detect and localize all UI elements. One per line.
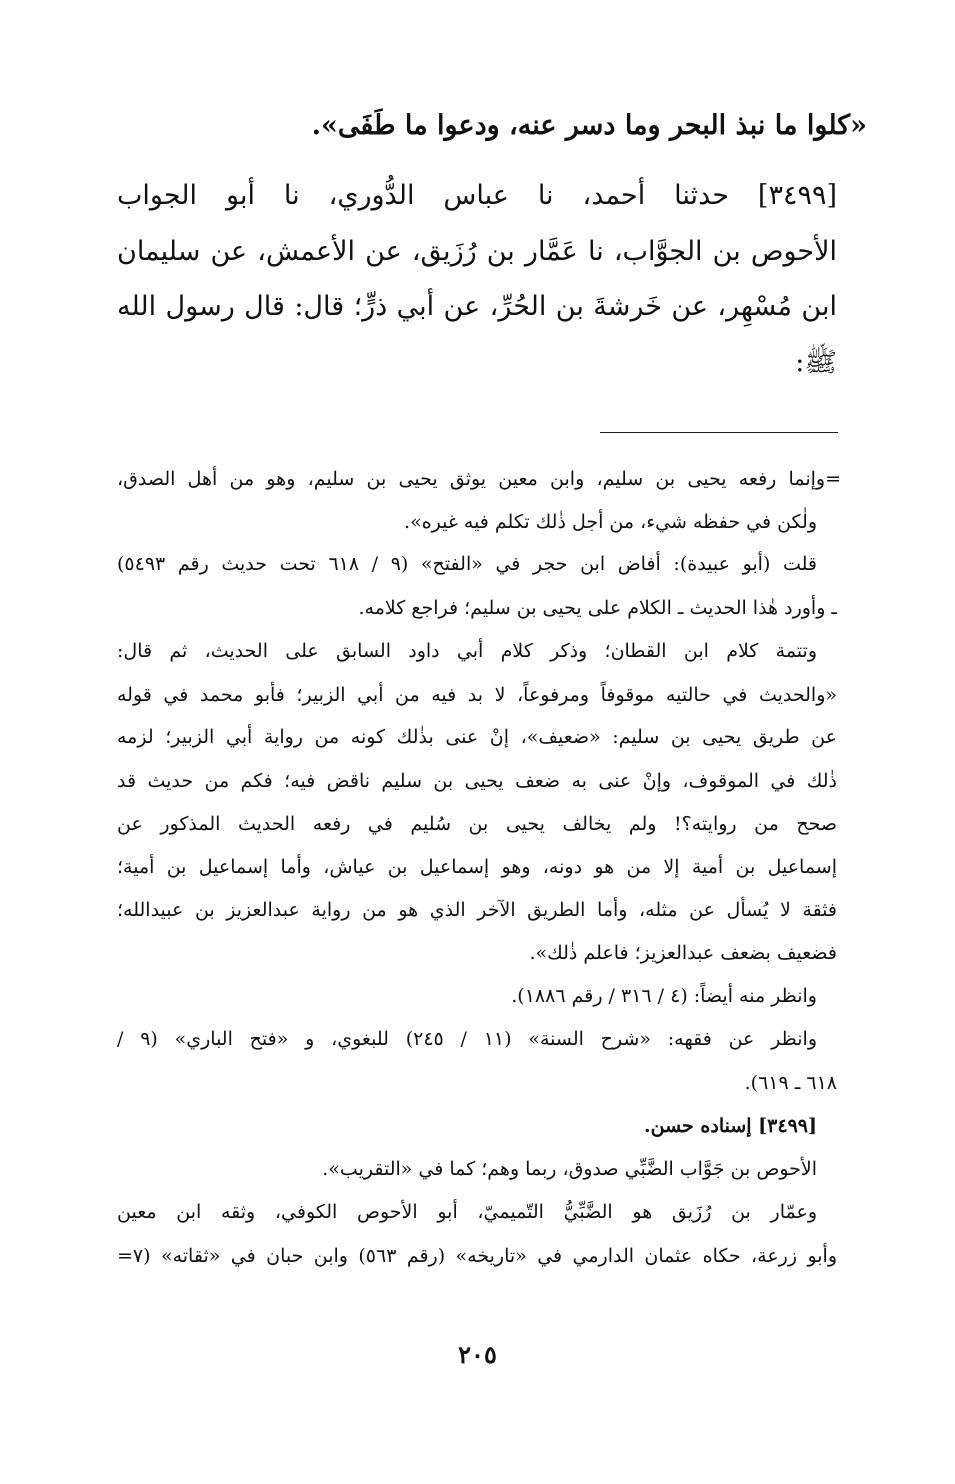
footnote-line: ـ وأورد هٰذا الحديث ـ الكلام على يحيى بن سليم؛ فراجع كلامه.	[358, 597, 837, 619]
footnote-line: وتتمة كلام ابن القطان؛ وذكر كلام أبي داود السابق على الحديث، ثم قال:	[117, 640, 817, 662]
footnote-line: قلت (أبو عبيدة): أفاض ابن حجر في «الفتح» (٩ / ٦١٨ تحت حديث رقم ٥٤٩٣)	[117, 553, 818, 575]
footnote-line: وعمّار بن رُزَيق هو الضَّبِّيُّ التّميميّ، أبو الأحوص الكوفي، وثقه ابن معين	[117, 1201, 817, 1223]
isnad-line: الأحوص بن الجوَّاب، نا عَمَّار بن رُزَيق، عن الأعمش، عن سليمان	[117, 236, 837, 267]
hadith-text-line: «كلوا ما نبذ البحر وما دسر عنه، ودعوا ما طَفَى».	[311, 110, 867, 141]
footnote-line: وأبو زرعة، حكاه عثمان الدارمي في «تاريخه» (رقم ٥٦٣) وابن حبان في «ثقاته» (٧=	[117, 1245, 838, 1267]
footnote-line: عن طريق يحيى بن سليم: «ضعيف»، إنْ عنى بذٰلك كونه من رواية أبي الزبير؛ لزمه	[117, 726, 837, 748]
isnad-line: ابن مُسْهِر، عن خَرشةَ بن الحُرِّ، عن أبي ذرٍّ؛ قال: قال رسول الله	[117, 291, 837, 322]
footnote-line: فثقة لا يُسأل عن مثله، وأما الطريق الآخر الذي هو من رواية عبدالعزيز بن عبيدالله؛	[117, 899, 837, 921]
footnote-line: وانظر عن فقهه: «شرح السنة» (١١ / ٢٤٥) للبغوي، و «فتح الباري» (٩ /	[117, 1028, 817, 1050]
footnote-line: ولٰكن في حفظه شيء، من أجل ذٰلك تكلم فيه غيره».	[404, 511, 817, 533]
footnote-line: وانظر منه أيضاً: (٤ / ٣١٦ / رقم ١٨٨٦).	[511, 985, 817, 1007]
isnad-line: [٣٤٩٩] حدثنا أحمد، نا عباس الدُّوري، نا أبو الجواب	[117, 180, 837, 211]
footnote-separator	[600, 432, 838, 433]
footnote-line: إسماعيل بن أمية إلا من هو دونه، وهو إسماعيل بن عياش، وأما إسماعيل بن أمية؛	[117, 856, 838, 878]
footnote-line: =وإنما رفعه يحيى بن سليم، وابن معين يوثق يحيى بن سليم، وهو من أهل الصدق،	[117, 468, 841, 490]
footnote-line: ٦١٨ ـ ٦١٩).	[744, 1072, 837, 1094]
footnote-line: فضعيف بضعف عبدالعزيز؛ فاعلم ذٰلك».	[529, 942, 837, 964]
footnote-line: ذٰلك في الموقوف، وإنْ عنى به ضعف يحيى بن سليم ناقض فيه؛ فكم من حديث قد	[117, 770, 837, 792]
footnote-line: الأحوص بن جَوَّاب الضَّبِّي صدوق، ربما وهم؛ كما في «التقريب».	[322, 1158, 817, 1180]
footnote-heading: [٣٤٩٩] إسناده حسن.	[644, 1115, 817, 1137]
page-number: ٢٠٥	[458, 1340, 497, 1369]
footnote-line: «والحديث في حالتيه موقوفاً ومرفوعاً، لا بد فيه من أبي الزبير؛ فأبو محمد في قوله	[117, 684, 837, 706]
salawat-line: ﷺ:	[795, 347, 837, 378]
footnote-line: صحح من روايته؟! ولم يخالف يحيى بن سُليم في رفعه الحديث المذكور عن	[117, 813, 837, 835]
